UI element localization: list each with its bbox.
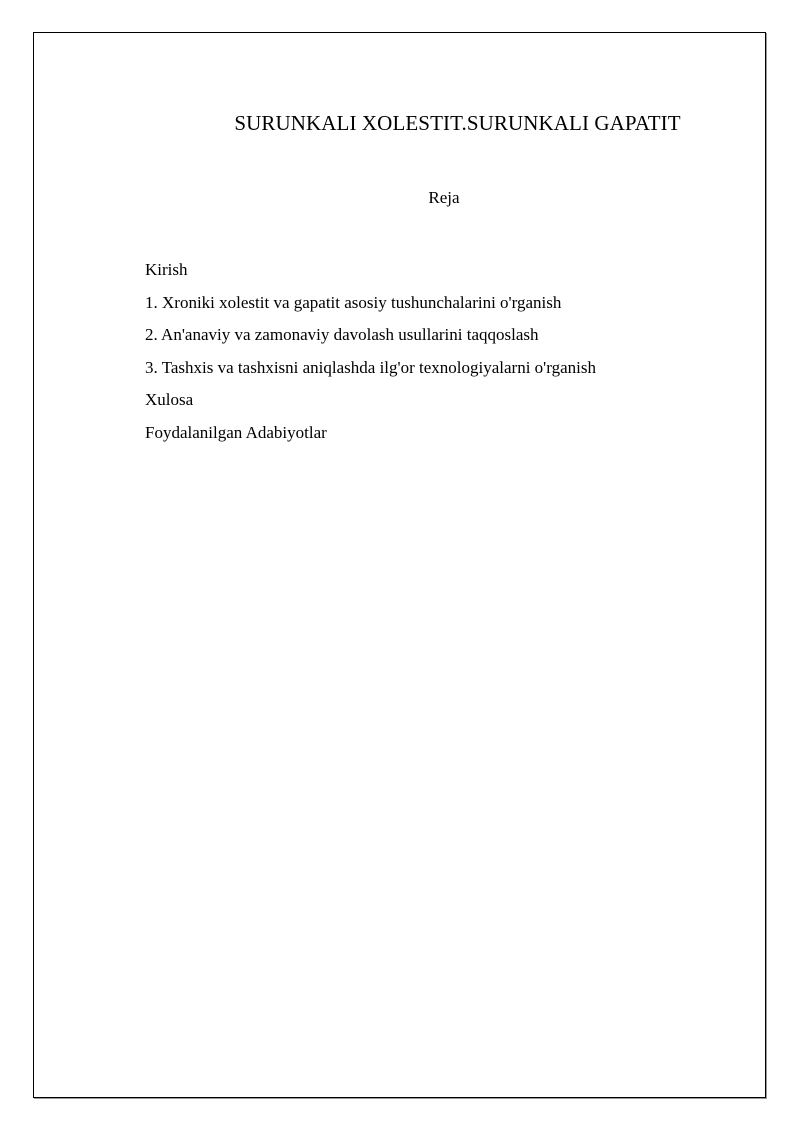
toc-item-1: 1. Xroniki xolestit va gapatit asosiy tushunchalarini o'rganish [145, 292, 562, 312]
toc-item-2: 2. An'anaviy va zamonaviy davolash usullarini taqqoslash [145, 325, 539, 345]
toc-item-references: Foydalanilgan Adabiyotlar [145, 422, 327, 442]
toc-item-introduction: Kirish [145, 260, 188, 279]
table-of-contents [145, 259, 596, 455]
document-title: SURUNKALI XOLESTIT.SURUNKALI GAPATIT [234, 111, 681, 135]
toc-item-conclusion: Xulosa [145, 390, 194, 410]
toc-item-3: 3. Tashxis va tashxisni aniqlashda ilg'or texnologiyalarni o'rganish [145, 357, 596, 377]
plan-heading: Reja [428, 188, 460, 207]
